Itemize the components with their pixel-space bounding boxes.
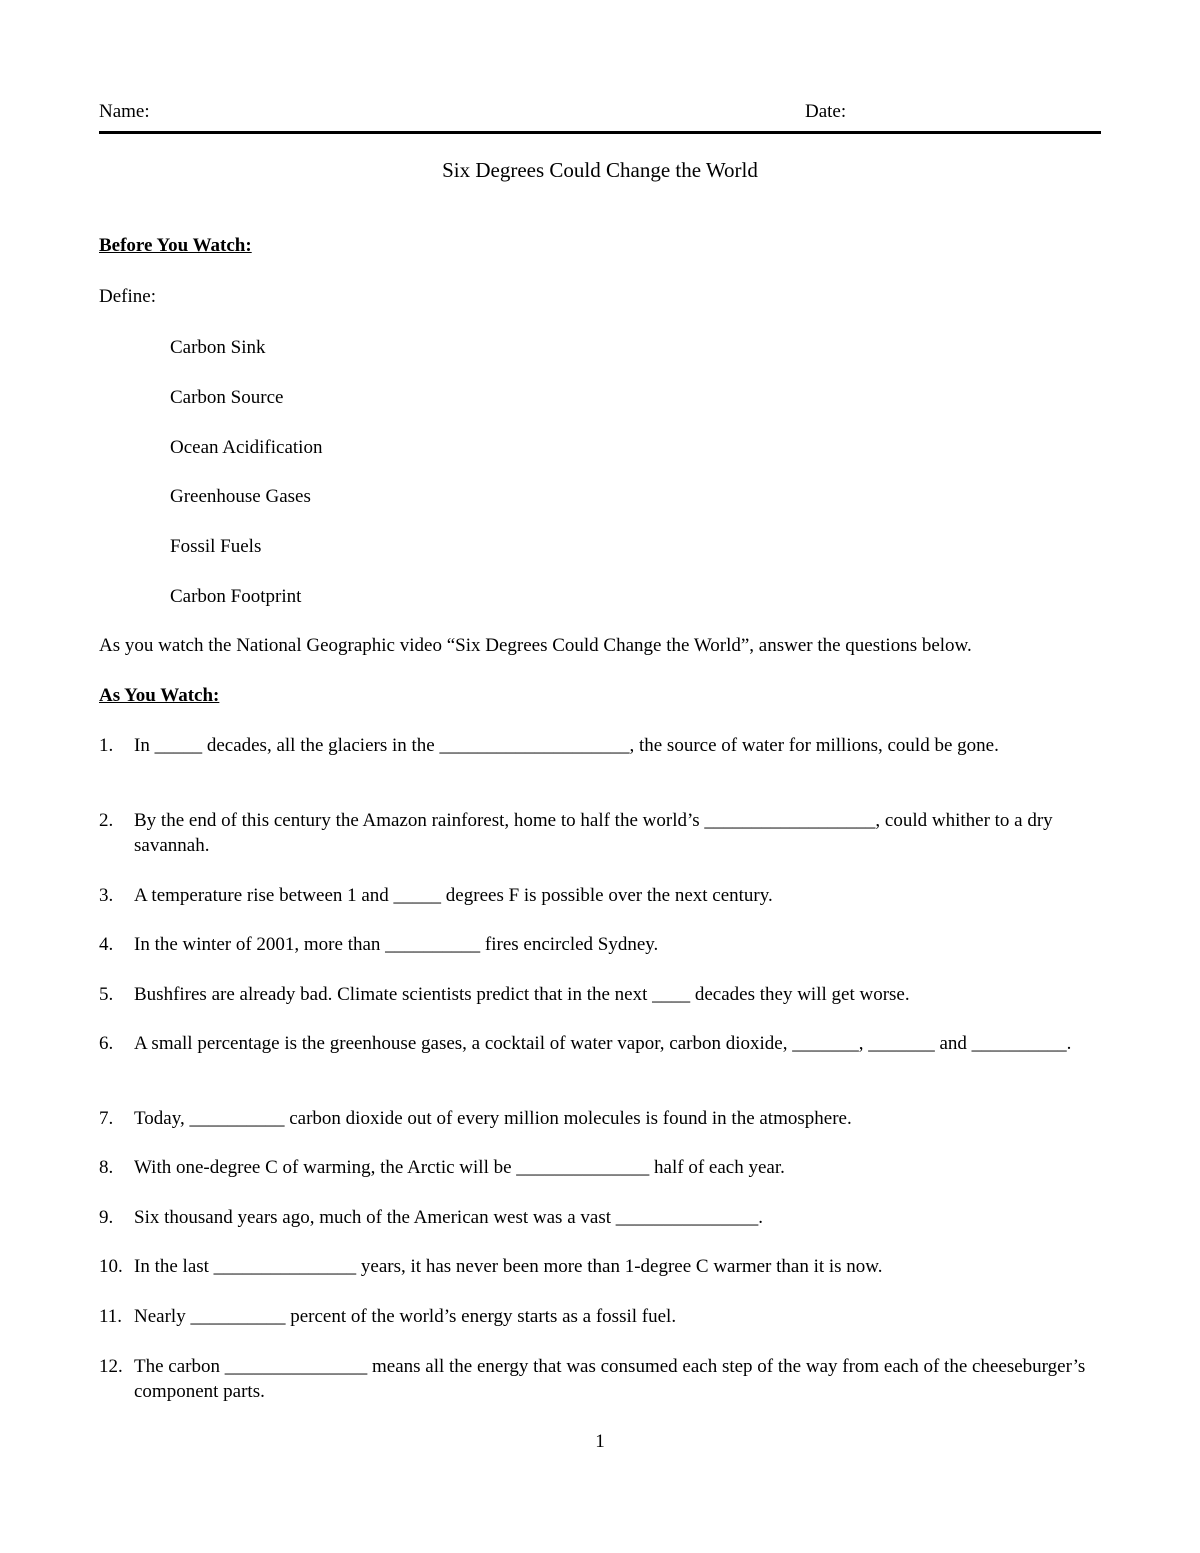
question-item bbox=[99, 1031, 1099, 1056]
question-text: Six thousand years ago, much of the American west was a vast _______________. bbox=[134, 1207, 763, 1228]
term-item: Carbon Footprint bbox=[170, 586, 302, 607]
question-number: 2. bbox=[99, 810, 114, 831]
question-text: In _____ decades, all the glaciers in the ____________________, the source of water for millions, could be gone. bbox=[134, 735, 999, 756]
question-text: With one-degree C of warming, the Arctic will be ______________ half of each year. bbox=[134, 1157, 785, 1178]
question-item bbox=[99, 883, 1099, 908]
instructions-text: As you watch the National Geographic video “Six Degrees Could Change the World”, answer the questions below. bbox=[99, 635, 972, 656]
question-text: In the winter of 2001, more than __________ fires encircled Sydney. bbox=[134, 934, 659, 955]
question-number: 11. bbox=[99, 1306, 123, 1327]
before-you-watch-heading: Before You Watch: bbox=[99, 235, 252, 256]
question-text: Today, __________ carbon dioxide out of every million molecules is found in the atmosphere. bbox=[134, 1108, 852, 1129]
question-text: In the last _______________ years, it has never been more than 1-degree C warmer than it is now. bbox=[134, 1256, 883, 1277]
question-number: 12. bbox=[99, 1356, 123, 1377]
page-title: Six Degrees Could Change the World bbox=[442, 158, 758, 182]
question-number: 6. bbox=[99, 1033, 114, 1054]
question-item bbox=[99, 1254, 1099, 1279]
term-item: Fossil Fuels bbox=[170, 536, 262, 557]
question-text: Nearly __________ percent of the world’s energy starts as a fossil fuel. bbox=[134, 1306, 677, 1327]
term-item: Carbon Source bbox=[170, 387, 284, 408]
question-item bbox=[99, 1155, 1099, 1180]
question-item bbox=[99, 932, 1099, 957]
question-text: A temperature rise between 1 and _____ degrees F is possible over the next century. bbox=[134, 885, 773, 906]
question-item bbox=[99, 1354, 1099, 1404]
date-label: Date: bbox=[805, 101, 847, 122]
question-text: Bushfires are already bad. Climate scientists predict that in the next ____ decades they will get worse. bbox=[134, 984, 910, 1005]
question-item bbox=[99, 982, 1099, 1007]
name-date-header bbox=[99, 101, 1101, 134]
question-number: 5. bbox=[99, 984, 114, 1005]
question-item bbox=[99, 1205, 1099, 1230]
question-item bbox=[99, 1106, 1099, 1131]
page-number: 1 bbox=[595, 1431, 605, 1452]
question-number: 9. bbox=[99, 1207, 114, 1228]
define-label: Define: bbox=[99, 286, 156, 307]
question-number: 10. bbox=[99, 1256, 123, 1277]
question-text: A small percentage is the greenhouse gases, a cocktail of water vapor, carbon dioxide, _______, _______ and __________. bbox=[134, 1033, 1072, 1054]
question-number: 7. bbox=[99, 1108, 114, 1129]
as-you-watch-heading: As You Watch: bbox=[99, 685, 220, 706]
term-item: Greenhouse Gases bbox=[170, 486, 311, 507]
term-item: Carbon Sink bbox=[170, 337, 266, 358]
question-item bbox=[99, 808, 1099, 858]
question-number: 1. bbox=[99, 735, 114, 756]
question-text: The carbon _______________ means all the energy that was consumed each step of the way from each of the cheeseburger’s component parts. bbox=[134, 1356, 1086, 1402]
question-item bbox=[99, 733, 1099, 758]
question-number: 4. bbox=[99, 934, 114, 955]
question-text: By the end of this century the Amazon rainforest, home to half the world’s __________________, could whither to a dry savannah. bbox=[134, 810, 1053, 856]
name-label: Name: bbox=[99, 101, 150, 122]
question-number: 8. bbox=[99, 1157, 114, 1178]
question-number: 3. bbox=[99, 885, 114, 906]
question-item bbox=[99, 1304, 1099, 1329]
term-item: Ocean Acidification bbox=[170, 437, 323, 458]
